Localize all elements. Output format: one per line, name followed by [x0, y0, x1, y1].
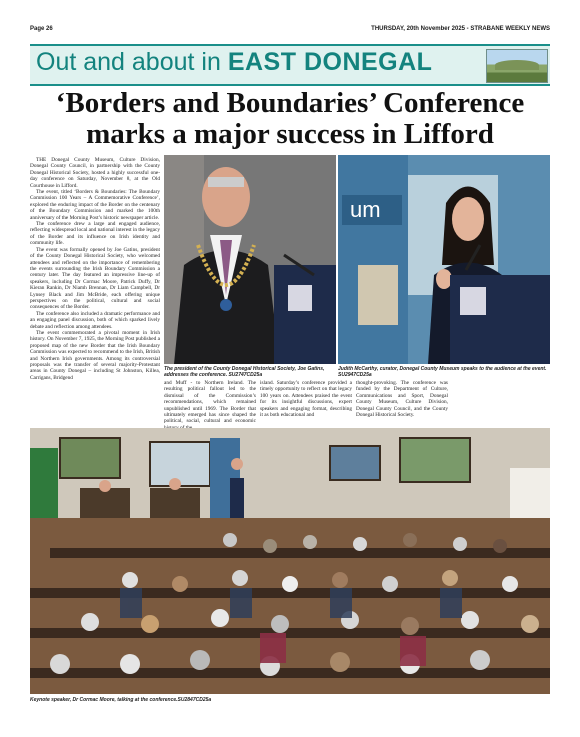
backdrop-sign-text: um — [350, 197, 381, 222]
section-banner — [30, 44, 550, 86]
photo-joe-gatins — [164, 155, 336, 364]
speaker-illustration — [338, 155, 550, 364]
article-column-3: island. Saturday’s conference provided a timely opportunity to reflect on that legacy 100 years on. Attendees praised the event for its insightful discussions, expert speakers and engaging format, describing it as both educational and — [260, 380, 352, 419]
paragraph: The event commemorated a pivotal moment in Irish history. On November 7, 1925, the Morning Post published a proposed map of the new Border that the Irish Boundary Commission was expected to recommend to the Irish, British and Northern Irish governments. Among its controversial proposals was the transfer of several majority-Protestant areas in County Donegal – including St Johnston, Killea, Carrigans, Bridgend — [30, 329, 160, 381]
article-column-1 — [30, 157, 160, 381]
speaker-illustration — [164, 155, 336, 364]
paragraph: THE Donegal County Museum, Culture Division, Donegal County Council, in partnership with the County Donegal Historical Society, hosted a highly successful one-day conference on Saturday, November 8, at the Old Courthouse in Lifford. — [30, 157, 160, 189]
headline: ‘Borders and Boundaries’ Conference marks a major success in Lifford — [55, 87, 525, 150]
banner-region: EAST DONEGAL — [227, 48, 433, 76]
photo-conference-hall — [30, 428, 550, 694]
paragraph: The event, titled ‘Borders & Boundaries: The Boundary Commission 100 Years – A Commemorative Conference’, explored the enduring impact of the Border on the centenary of the Boundary Commission and marked the 100th anniversary of the Morning Post’s historic newspaper article. — [30, 189, 160, 221]
page-header — [30, 24, 550, 36]
paragraph: The conference drew a large and engaged audience, reflecting widespread local and national interest in the legacy of the Border and its influence on Irish identity and community life. — [30, 221, 161, 247]
landscape-thumbnail — [486, 49, 548, 83]
photo1-caption: The president of the County Donegal Historical Society, Joe Gatins, addresses the conference. SU2747CD25a — [164, 366, 325, 378]
paragraph: The event was formally opened by Joe Gatins, president of the County Donegal Historical Society, who welcomed attendees and reflected on the importance of remembering the events surrounding the Irish Boundary Commission a century later. The day featured an impressive line-up of speakers, including Dr Cormac Moore, Patrick Duffy, Dr Kieran Rankin, Dr Niamh Brennan, Dr Liam Campbell, Dr Lynsey Black and Jim McBride, each offering unique perspectives on the political, cultural and social consequences of the Border. — [30, 246, 160, 311]
article-column-4: thought-provoking. The conference was funded by the Department of Culture, Communications and Sport, Donegal County Museum, Culture Division, Donegal County Council, and the County Donegal Historical Society. — [356, 380, 448, 419]
photo-judith-mccarthy — [338, 155, 550, 364]
page-number: Page 26 — [30, 26, 53, 32]
dateline: THURSDAY, 20th November 2025 - STRABANE WEEKLY NEWS — [371, 26, 550, 32]
paragraph: The conference also included a dramatic performance and an engaging panel discussion, both of which sparked lively debate and reflection among attendees. — [30, 310, 160, 330]
banner-title — [36, 48, 432, 77]
article-column-2: and Muff - to Northern Ireland. The resulting political fallout led to the dismissal of the Commission’s recommendations, which remained unpublished until 1969. The Border that ultimately emerged has since shaped the political, social, cultural and economic — [164, 380, 256, 425]
audience-illustration — [30, 428, 550, 694]
photo3-caption: Keynote speaker, Dr Cormac Moore, talking at the conference.SU2847CD25a — [30, 697, 212, 703]
photo2-caption: Judith McCarthy, curator, Donegal County Museum speaks to the audience at the event. SU2947CD25a — [338, 366, 547, 378]
banner-prefix: Out and about in — [36, 48, 221, 76]
